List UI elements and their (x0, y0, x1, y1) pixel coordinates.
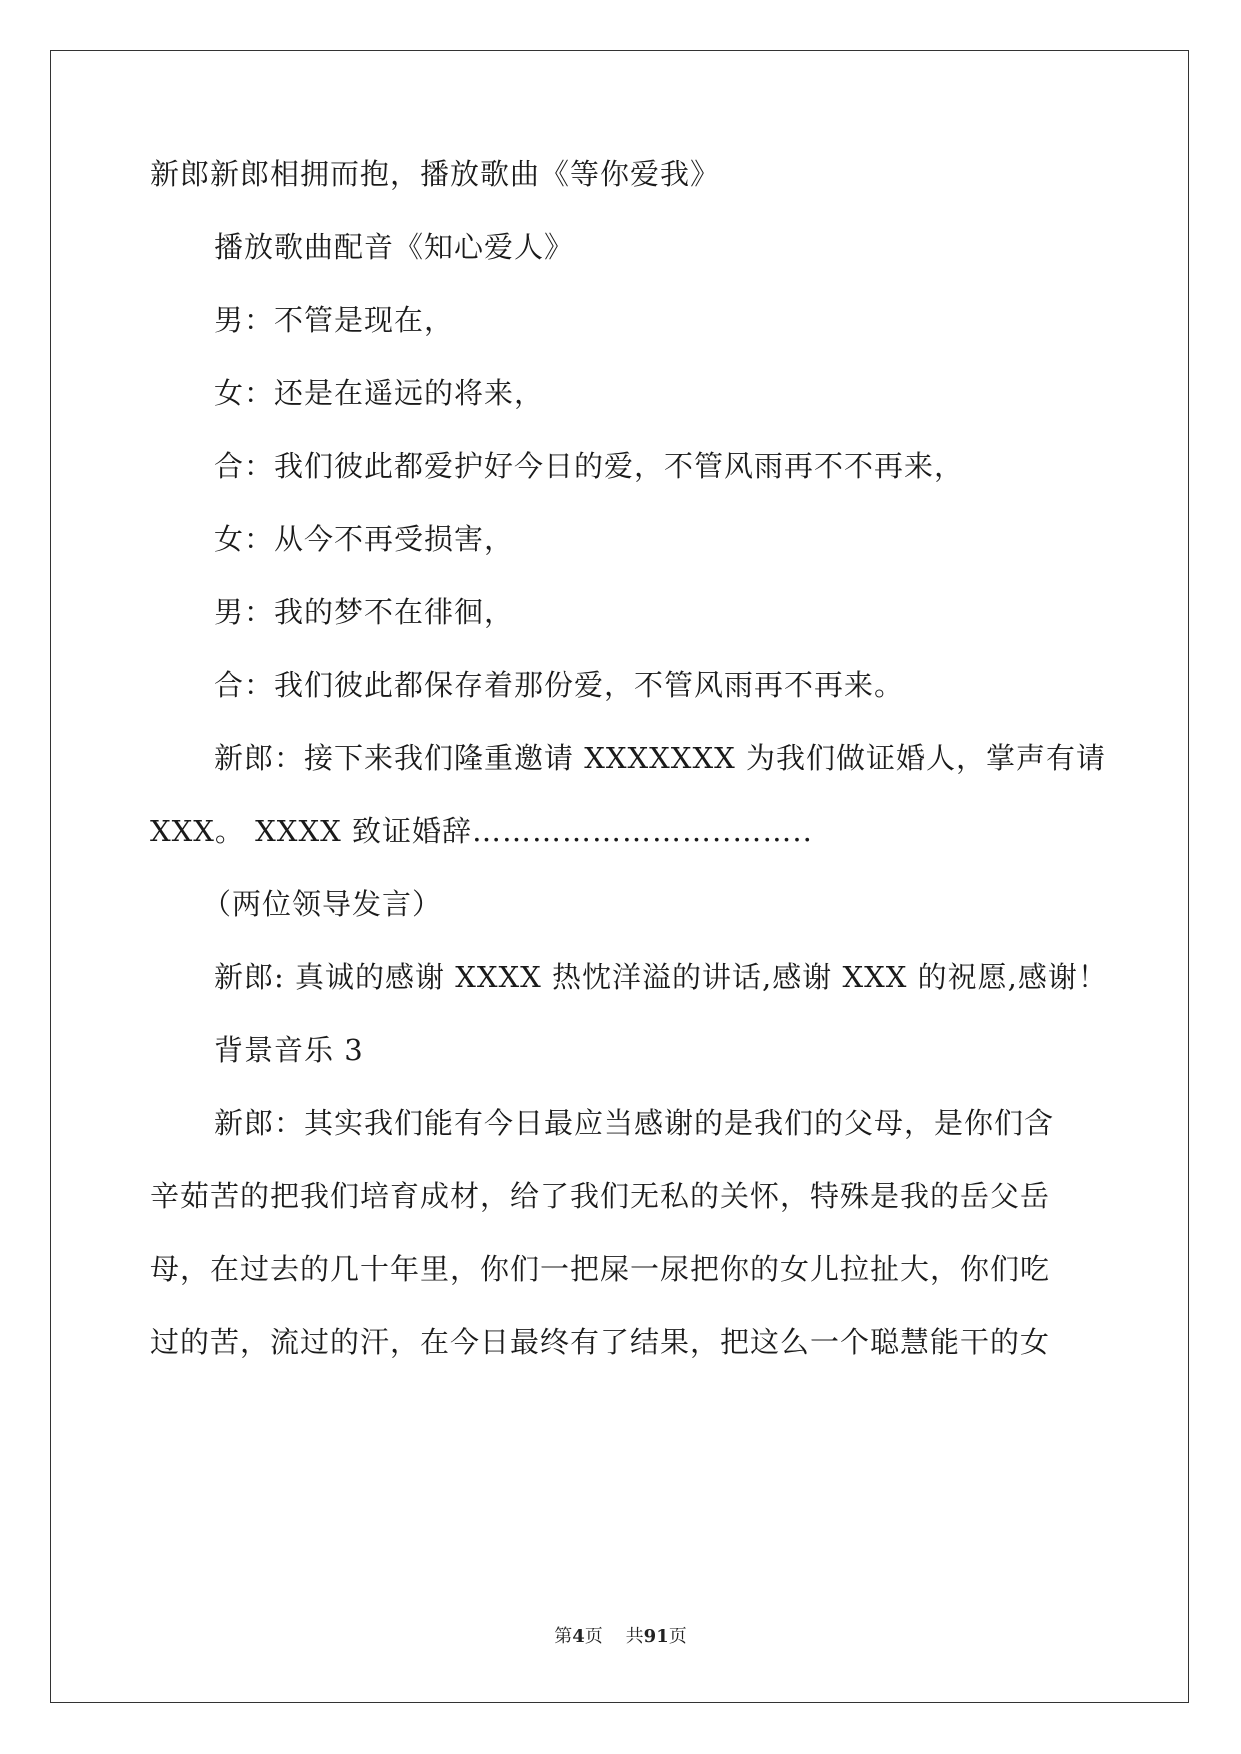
text-line-11: （两位领导发言） (202, 887, 443, 921)
page-footer (0, 1622, 1241, 1648)
footer-page-unit: 页 (584, 1626, 603, 1647)
total-pages: 91 (643, 1626, 669, 1647)
text-line-3: 男：不管是现在， (214, 303, 455, 337)
page-number: 4 (572, 1626, 585, 1647)
footer-total-unit: 页 (668, 1626, 687, 1647)
text-line-8: 合：我们彼此都保存着那份爱，不管风雨再不再来。 (214, 668, 905, 702)
text-line-9: 新郎：接下来我们隆重邀请 XXXXXXX 为我们做证婚人，掌声有请 (214, 741, 1106, 775)
text-line-12: 新郎: 真诚的感谢 XXXX 热忱洋溢的讲话,感谢 XXX 的祝愿,感谢！ (214, 960, 1108, 994)
text-line-13: 背景音乐 3 (214, 1033, 364, 1067)
text-line-6: 女：从今不再受损害， (214, 522, 515, 556)
text-line-7: 男：我的梦不在徘徊， (214, 595, 515, 629)
footer-total-prefix: 共 (625, 1626, 644, 1647)
text-line-1: 新郎新郎相拥而抱，播放歌曲《等你爱我》 (150, 157, 721, 191)
text-line-10: XXX。 XXXX 致证婚辞……………………..…….. (150, 814, 813, 848)
text-line-15: 辛茹苦的把我们培育成材，给了我们无私的关怀，特殊是我的岳父岳 (150, 1179, 1051, 1213)
text-line-5: 合：我们彼此都爱护好今日的爱，不管风雨再不不再来， (214, 449, 965, 483)
page-border (50, 50, 1189, 1703)
text-line-17: 过的苦，流过的汗，在今日最终有了结果，把这么一个聪慧能干的女 (150, 1325, 1051, 1359)
text-line-4: 女：还是在遥远的将来， (214, 376, 545, 410)
footer-prefix: 第 (554, 1626, 573, 1647)
text-line-16: 母，在过去的几十年里，你们一把屎一尿把你的女儿拉扯大，你们吃 (150, 1252, 1051, 1286)
text-line-14: 新郎：其实我们能有今日最应当感谢的是我们的父母，是你们含 (214, 1106, 1055, 1140)
text-line-2: 播放歌曲配音《知心爱人》 (214, 230, 575, 264)
